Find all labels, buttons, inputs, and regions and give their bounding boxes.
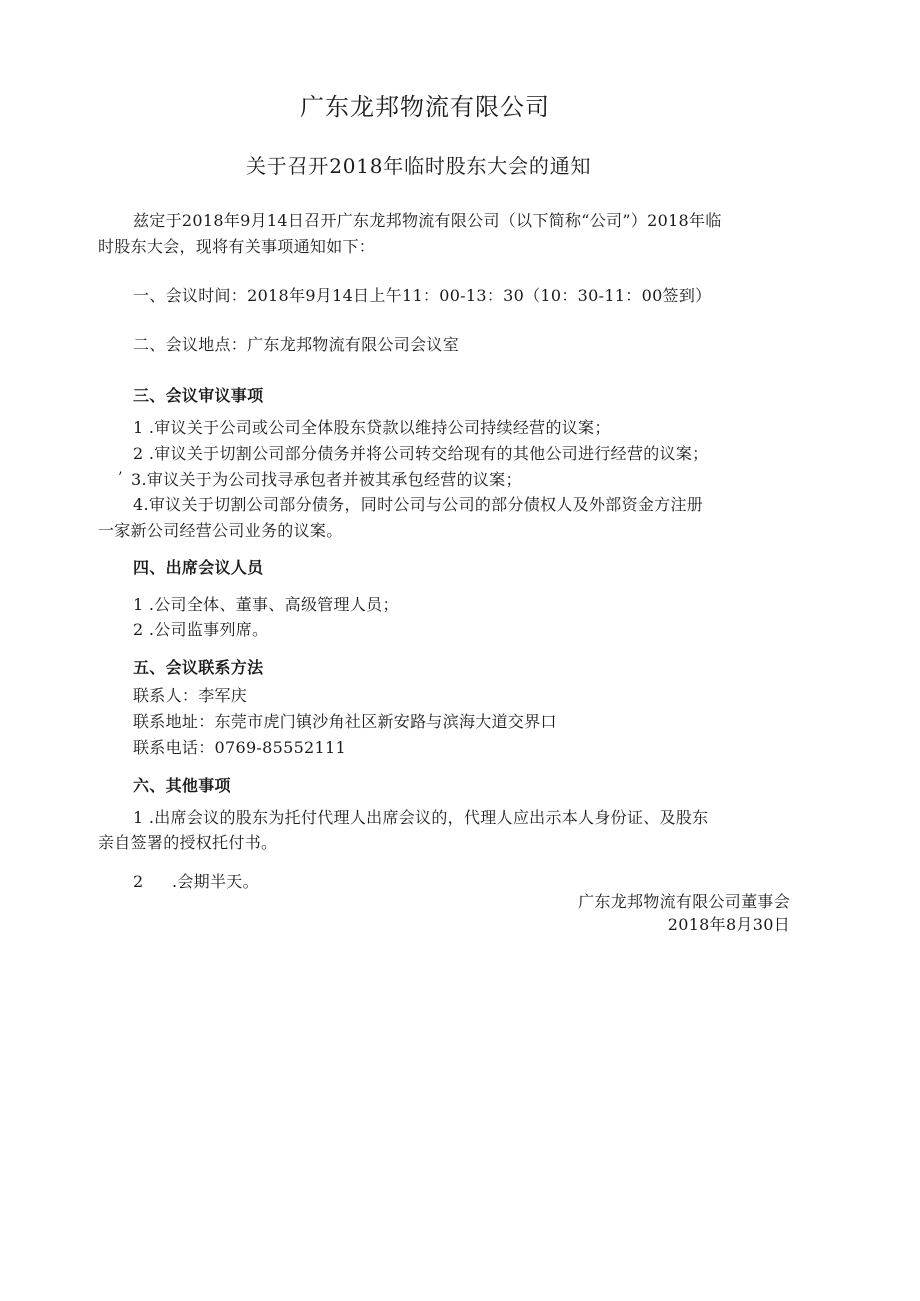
attendee-item: 2 .公司监事列席。 [133, 620, 269, 639]
contact-address: 联系地址：东莞市虎门镇沙角社区新安路与滨海大道交界口 [133, 712, 557, 731]
section-meeting-place-value: 广东龙邦物流有限公司会议室 [247, 335, 460, 354]
section-agenda-heading: 三、会议审议事项 [133, 386, 264, 405]
agenda-item: 4.审议关于切割公司部分债务，同时公司与公司的部分债权人及外部资金方注册 [133, 495, 704, 514]
stray-mark: ’ [118, 470, 123, 486]
intro-line-2: 时股东大会，现将有关事项通知如下： [98, 237, 376, 256]
contact-person: 联系人：李军庆 [133, 686, 248, 705]
section-contact-heading: 五、会议联系方法 [133, 658, 264, 677]
signature-date: 2018年8月30日 [667, 915, 790, 934]
agenda-item: 3.审议关于为公司找寻承包者并被其承包经营的议案； [131, 470, 522, 489]
other-item-2-text: .会期半天。 [172, 872, 259, 891]
notice-title: 关于召开2018年临时股东大会的通知 [246, 154, 592, 178]
section-other-heading: 六、其他事项 [133, 776, 231, 795]
intro-line-1: 兹定于2018年9月14日召开广东龙邦物流有限公司（以下简称“公司”）2018年临 [133, 211, 722, 230]
section-meeting-place-label: 二、会议地点： [133, 335, 248, 354]
signature: 广东龙邦物流有限公司董事会 [578, 892, 790, 911]
agenda-item-continuation: 一家新公司经营公司业务的议案。 [98, 521, 343, 540]
section-meeting-time: 一、会议时间：2018年9月14日上午11：00-13：30（10：30-11：00签到） [133, 286, 712, 305]
section-meeting-place [133, 334, 459, 356]
company-title: 广东龙邦物流有限公司 [300, 93, 550, 121]
agenda-item: 2 .审议关于切割公司部分债务并将公司转交给现有的其他公司进行经营的议案； [133, 444, 709, 463]
other-item-1-line-2: 亲自签署的授权托付书。 [98, 833, 278, 852]
agenda-item: 1 .审议关于公司或公司全体股东贷款以维持公司持续经营的议案； [133, 418, 611, 437]
contact-phone: 联系电话：0769-85552111 [133, 738, 346, 757]
other-item-2-number: 2 [133, 872, 144, 891]
other-item-1-line-1: 1 .出席会议的股东为托付代理人出席会议的，代理人应出示本人身份证、及股东 [133, 808, 709, 827]
attendee-item: 1 .公司全体、董事、高级管理人员； [133, 595, 399, 614]
section-attendees-heading: 四、出席会议人员 [133, 558, 264, 577]
